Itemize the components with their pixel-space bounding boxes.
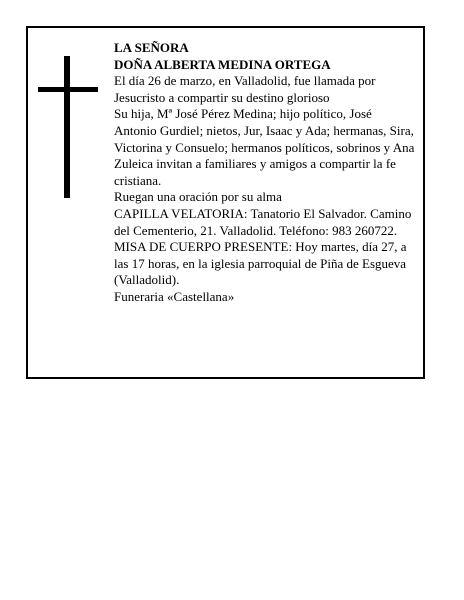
obituary-notice [26,26,425,379]
notice-paragraph-family: Su hija, Mª José Pérez Medina; hijo político, José Antonio Gurdiel; nietos, Jur, Isaac y Ada; hermanas, Sira, Victorina y Consuelo; hermanos políticos, sobrinos y Ana Zuleica invitan a familiares y amigos a compartir la fe cristiana. [114,106,415,188]
notice-title: LA SEÑORA [114,40,189,55]
notice-paragraph-death: El día 26 de marzo, en Valladolid, fue llamada por Jesucristo a compartir su destino glorioso [114,73,376,105]
cross-vertical-bar [64,56,70,198]
deceased-name: DOÑA ALBERTA MEDINA ORTEGA [114,56,331,72]
notice-text [114,40,416,306]
cross-icon [38,56,98,198]
notice-paragraph-funeral-home: Funeraria «Castellana» [114,288,235,304]
cross-horizontal-bar [38,87,98,92]
notice-paragraph-mass: MISA DE CUERPO PRESENTE: Hoy martes, día 27, a las 17 horas, en la iglesia parroquial de Piña de Esgueva (Valladolid). [114,239,407,288]
notice-paragraph-chapel: CAPILLA VELATORIA: Tanatorio El Salvador. Camino del Cementerio, 21. Valladolid. Teléfono: 983 260722. [114,205,412,238]
notice-paragraph-prayer: Ruegan una oración por su alma [114,189,282,205]
